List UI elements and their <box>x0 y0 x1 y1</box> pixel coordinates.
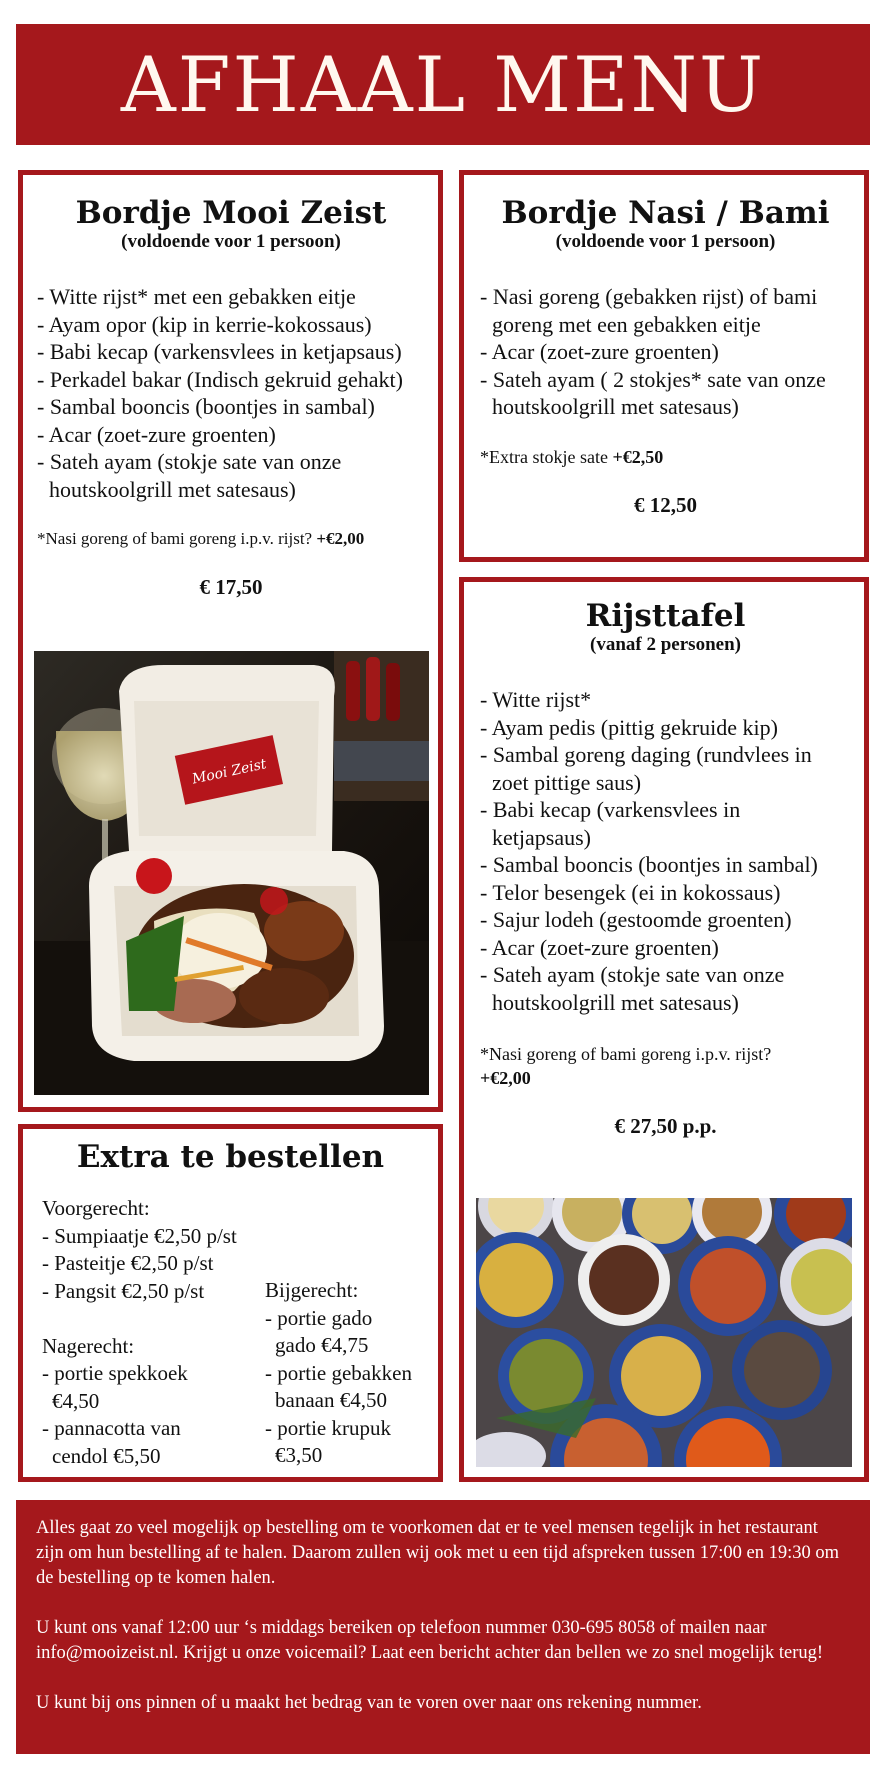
note-text: *Nasi goreng of bami goreng i.p.v. rijst? <box>37 529 317 548</box>
rijsttafel-title: Rijsttafel <box>585 598 746 634</box>
mooi-zeist-title: Bordje Mooi Zeist <box>75 195 387 231</box>
list-item: cendol €5,50 <box>52 1443 161 1468</box>
rijsttafel-note <box>480 1042 851 1090</box>
rijsttafel-photo-image <box>476 1198 852 1467</box>
list-item: - Nasi goreng (gebakken rijst) of bami goreng met een gebakken eitje <box>480 284 818 337</box>
list-item: - portie spekkoek <box>42 1361 188 1385</box>
bijgerecht-column <box>265 1277 440 1470</box>
list-item: - portie gebakken <box>265 1360 412 1385</box>
list-item: - Pasteitje €2,50 p/st <box>42 1251 214 1275</box>
list-item: - Sambal booncis (boontjes in sambal) <box>37 394 375 419</box>
nasi-bami-items <box>480 283 851 421</box>
list-item: - Pangsit €2,50 p/st <box>42 1278 205 1303</box>
nagerecht-label: Nagerecht: <box>42 1333 135 1358</box>
nasi-bami-note <box>480 445 851 469</box>
mooi-zeist-subtitle: (voldoende voor 1 persoon) <box>121 231 341 252</box>
mooi-zeist-price: € 17,50 <box>199 575 263 599</box>
note-price: +€2,00 <box>480 1068 531 1088</box>
bijgerecht-label: Bijgerecht: <box>265 1278 359 1302</box>
mooi-zeist-note <box>37 527 425 551</box>
footer-contact-info: U kunt ons vanaf 12:00 uur ‘s middags bereiken op telefoon nummer 030-695 8058 of mailen naar info@mooizeist.nl. Krijgt u onze voicemail? Laat een bericht achter dan bellen we zo snel mogelijk terug! <box>36 1618 824 1663</box>
nasi-bami-subtitle: (voldoende voor 1 persoon) <box>555 231 776 252</box>
list-item: - portie krupuk <box>265 1415 391 1440</box>
nasi-bami-title: Bordje Nasi / Bami <box>501 195 830 231</box>
list-item: banaan €4,50 <box>275 1388 387 1412</box>
list-item: - portie gado <box>265 1305 373 1330</box>
list-item: - Babi kecap (varkensvlees in ketjapsaus) <box>480 797 741 850</box>
extra-box <box>18 1124 443 1482</box>
list-item: - Witte rijst* met een gebakken eitje <box>37 284 356 309</box>
rijsttafel-subtitle: (vanaf 2 personen) <box>590 634 741 655</box>
list-item: - Telor besengek (ei in kokossaus) <box>480 879 781 905</box>
list-item: - Sateh ayam (stokje sate van onze houtskoolgrill met satesaus) <box>480 962 785 1015</box>
list-item: - Acar (zoet-zure groenten) <box>480 934 719 960</box>
list-item: - Sajur lodeh (gestoomde groenten) <box>480 907 792 932</box>
list-item: €3,50 <box>275 1443 323 1467</box>
list-item: - Witte rijst* <box>480 687 592 712</box>
spacer <box>42 1305 252 1333</box>
note-text: *Nasi goreng of bami goreng i.p.v. rijst? <box>480 1044 772 1064</box>
list-item: - Sambal goreng daging (rundvlees in zoet pittige saus) <box>480 742 812 795</box>
list-item: - Acar (zoet-zure groenten) <box>37 421 276 447</box>
list-item: - Acar (zoet-zure groenten) <box>480 339 719 364</box>
takeaway-food-photo <box>34 651 429 1095</box>
voorgerecht-label: Voorgerecht: <box>42 1196 150 1220</box>
page-title: AFHAAL MENU <box>120 40 766 129</box>
list-item: - Sateh ayam (stokje sate van onze houtskoolgrill met satesaus) <box>37 449 342 502</box>
info-footer <box>16 1500 870 1754</box>
list-item: - Ayam opor (kip in kerrie-kokossaus) <box>37 311 372 337</box>
rijsttafel-price: € 27,50 p.p. <box>614 1114 717 1138</box>
menu-header <box>16 24 870 145</box>
note-price: +€2,50 <box>612 446 664 467</box>
svg-text:Mooi Zeist: Mooi Zeist <box>190 756 268 788</box>
list-item: - Ayam pedis (pittig gekruide kip) <box>480 714 778 740</box>
voorgerecht-column <box>42 1195 252 1470</box>
note-text: *Extra stokje sate <box>480 446 613 467</box>
footer-payment-info: U kunt bij ons pinnen of u maakt het bedrag van te voren over naar ons rekening nummer. <box>36 1693 702 1713</box>
list-item: - pannacotta van <box>42 1416 181 1440</box>
rijsttafel-photo <box>476 1198 852 1467</box>
list-item: - Sateh ayam ( 2 stokjes* sate van onze houtskoolgrill met satesaus) <box>480 366 826 419</box>
nasi-bami-price: € 12,50 <box>634 492 697 517</box>
list-item: - Perkadel bakar (Indisch gekruid gehakt) <box>37 366 403 392</box>
rijsttafel-items <box>480 686 851 1016</box>
list-item: gado €4,75 <box>275 1333 369 1357</box>
note-price: +€2,00 <box>316 529 365 548</box>
list-item: €4,50 <box>52 1388 100 1413</box>
nasi-bami-box <box>459 170 869 562</box>
list-item: - Sumpiaatje €2,50 p/st <box>42 1223 237 1248</box>
extra-title: Extra te bestellen <box>76 1139 385 1175</box>
footer-ordering-info: Alles gaat zo veel mogelijk op bestelling om te voorkomen dat er te veel mensen tegelijk in het restaurant zijn om hun bestelling af te halen. Daarom zullen wij ook met u een tijd afspreken tussen 17:00 en 19:30 om de bestelling op te komen halen. <box>36 1518 840 1588</box>
mooi-zeist-items <box>37 283 425 503</box>
list-item: - Babi kecap (varkensvlees in ketjapsaus) <box>37 339 402 364</box>
list-item: - Sambal booncis (boontjes in sambal) <box>480 852 818 877</box>
takeaway-photo-image <box>34 651 429 1095</box>
